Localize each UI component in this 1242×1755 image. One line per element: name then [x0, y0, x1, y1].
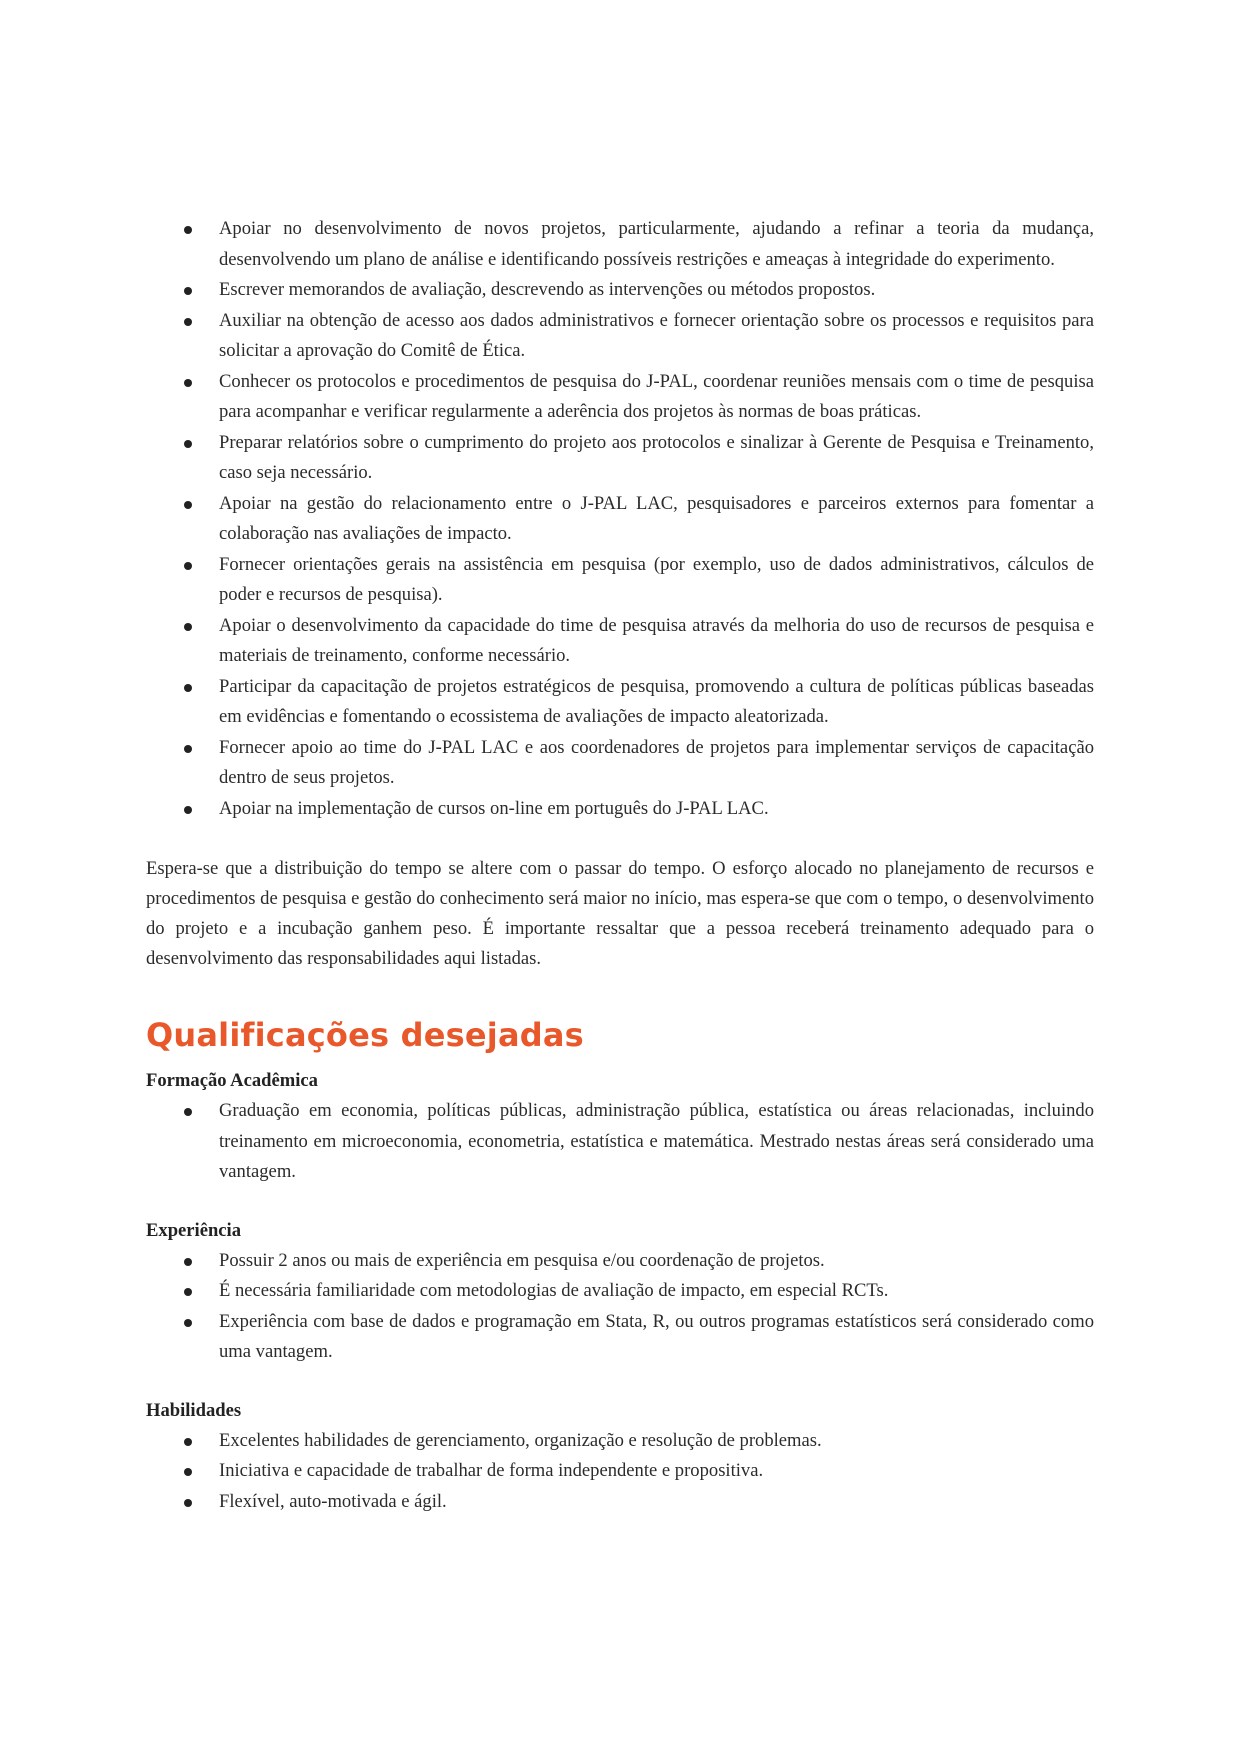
list-item: É necessária familiaridade com metodologias de avaliação de impacto, em especial RCTs.: [146, 1276, 1094, 1307]
bullet-icon: [184, 745, 192, 753]
list-item: Fornecer apoio ao time do J-PAL LAC e aos coordenadores de projetos para implementar serviços de capacitação dentro de seus projetos.: [146, 733, 1094, 794]
list-item: Experiência com base de dados e programação em Stata, R, ou outros programas estatísticos será considerado como uma vantagem.: [146, 1307, 1094, 1368]
bullet-icon: [184, 684, 192, 692]
time-distribution-paragraph: Espera-se que a distribuição do tempo se altere com o passar do tempo. O esforço alocado no planejamento de recursos e procedimentos de pesquisa e gestão do conhecimento será maior no início, mas espera-se que com o tempo, o desenvolvimento do projeto e a incubação ganhem peso. É importante ressaltar que a pessoa receberá treinamento adequado para o desenvolvimento das responsabilidades aqui listadas.: [146, 858, 1094, 969]
bullet-icon: [184, 1438, 192, 1446]
list-item: Graduação em economia, políticas públicas, administração pública, estatística ou áreas relacionadas, incluindo treinamento em microeconomia, econometria, estatística e matemática. Mestrado nestas áreas será considerado uma vantagem.: [146, 1096, 1094, 1188]
qualifications-heading: Qualificações desejadas: [146, 1016, 584, 1054]
list-item: Fornecer orientações gerais na assistência em pesquisa (por exemplo, uso de dados administrativos, cálculos de poder e recursos de pesquisa).: [146, 550, 1094, 611]
formacao-heading: Formação Acadêmica: [146, 1070, 318, 1091]
bullet-icon: [184, 501, 192, 509]
bullet-icon: [184, 440, 192, 448]
list-item: Excelentes habilidades de gerenciamento, organização e resolução de problemas.: [146, 1426, 1094, 1457]
list-item: Apoiar o desenvolvimento da capacidade do time de pesquisa através da melhoria do uso de recursos de pesquisa e materiais de treinamento, conforme necessário.: [146, 611, 1094, 672]
list-item: Preparar relatórios sobre o cumprimento do projeto aos protocolos e sinalizar à Gerente de Pesquisa e Treinamento, caso seja necessário.: [146, 428, 1094, 489]
bullet-icon: [184, 287, 192, 295]
list-item: Participar da capacitação de projetos estratégicos de pesquisa, promovendo a cultura de políticas públicas baseadas em evidências e fomentando o ecossistema de avaliações de impacto aleatorizada.: [146, 672, 1094, 733]
bullet-icon: [184, 226, 192, 234]
bullet-icon: [184, 318, 192, 326]
habilidades-heading: Habilidades: [146, 1399, 242, 1421]
bullet-icon: [184, 806, 192, 814]
bullet-icon: [184, 623, 192, 631]
responsibilities-list: [146, 214, 1094, 824]
list-item: Iniciativa e capacidade de trabalhar de forma independente e propositiva.: [146, 1456, 1094, 1487]
bullet-icon: [184, 1468, 192, 1476]
document-page: [146, 214, 1094, 1517]
experiencia-heading: Experiência: [146, 1219, 242, 1241]
formacao-list: [146, 1096, 1094, 1188]
bullet-icon: [184, 1499, 192, 1507]
list-item: Apoiar no desenvolvimento de novos projetos, particularmente, ajudando a refinar a teoria da mudança, desenvolvendo um plano de análise e identificando possíveis restrições e ameaças à integridade do experimento.: [146, 214, 1094, 275]
bullet-icon: [184, 1319, 192, 1327]
list-item: Apoiar na gestão do relacionamento entre o J-PAL LAC, pesquisadores e parceiros externos para fomentar a colaboração nas avaliações de impacto.: [146, 489, 1094, 550]
list-item: Flexível, auto-motivada e ágil.: [146, 1487, 1094, 1518]
bullet-icon: [184, 379, 192, 387]
experiencia-list: [146, 1246, 1094, 1368]
bullet-icon: [184, 562, 192, 570]
bullet-icon: [184, 1288, 192, 1296]
list-item: Possuir 2 anos ou mais de experiência em pesquisa e/ou coordenação de projetos.: [146, 1246, 1094, 1277]
list-item: Auxiliar na obtenção de acesso aos dados administrativos e fornecer orientação sobre os processos e requisitos para solicitar a aprovação do Comitê de Ética.: [146, 306, 1094, 367]
list-item: Conhecer os protocolos e procedimentos de pesquisa do J-PAL, coordenar reuniões mensais com o time de pesquisa para acompanhar e verificar regularmente a aderência dos projetos às normas de boas práticas.: [146, 367, 1094, 428]
bullet-icon: [184, 1108, 192, 1116]
list-item: Escrever memorandos de avaliação, descrevendo as intervenções ou métodos propostos.: [146, 275, 1094, 306]
list-item: Apoiar na implementação de cursos on-line em português do J-PAL LAC.: [146, 794, 1094, 825]
habilidades-list: [146, 1426, 1094, 1518]
bullet-icon: [184, 1258, 192, 1266]
